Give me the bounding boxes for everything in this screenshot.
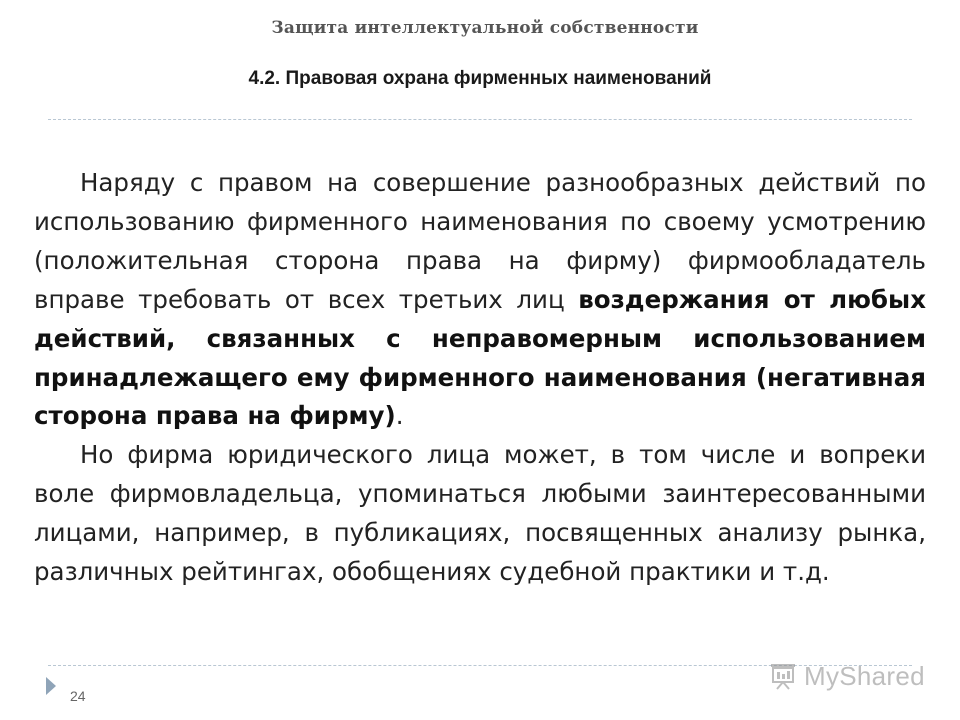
- presentation-icon: [768, 661, 798, 691]
- paragraph-1-bold-text: воздержания от любых действий, связанных с неправомерным использованием принадлежащего ему фирменного наименования (негативная сторона права на фирму): [34, 284, 926, 431]
- slide-content: [34, 164, 926, 592]
- watermark: [768, 656, 925, 696]
- watermark-text: MyShared: [804, 660, 925, 691]
- paragraph-2: Но фирма юридического лица может, в том числе и вопреки воле фирмовладельца, упоминаться любыми заинтересованными лицами, например, в публикациях, посвященных анализу рынка, различных рейтингах, обобщениях судебной практики и т.д.: [34, 440, 926, 587]
- page-number: 24: [70, 688, 86, 704]
- section-title: 4.2. Правовая охрана фирменных наименований: [248, 68, 712, 89]
- triangle-bullet-icon: [46, 677, 56, 695]
- paragraph-1: [34, 164, 926, 436]
- header-title: Защита интеллектуальной собственности: [271, 18, 699, 38]
- top-divider: [48, 119, 912, 120]
- paragraph-1-end: .: [395, 401, 404, 431]
- paragraph-1-text: Наряду с правом на совершение разнообразных действий по использованию фирменного наименования по своему усмотрению (положительная сторона права на фирму) фирмообладатель вправе требовать от всех третьих лиц: [34, 168, 926, 314]
